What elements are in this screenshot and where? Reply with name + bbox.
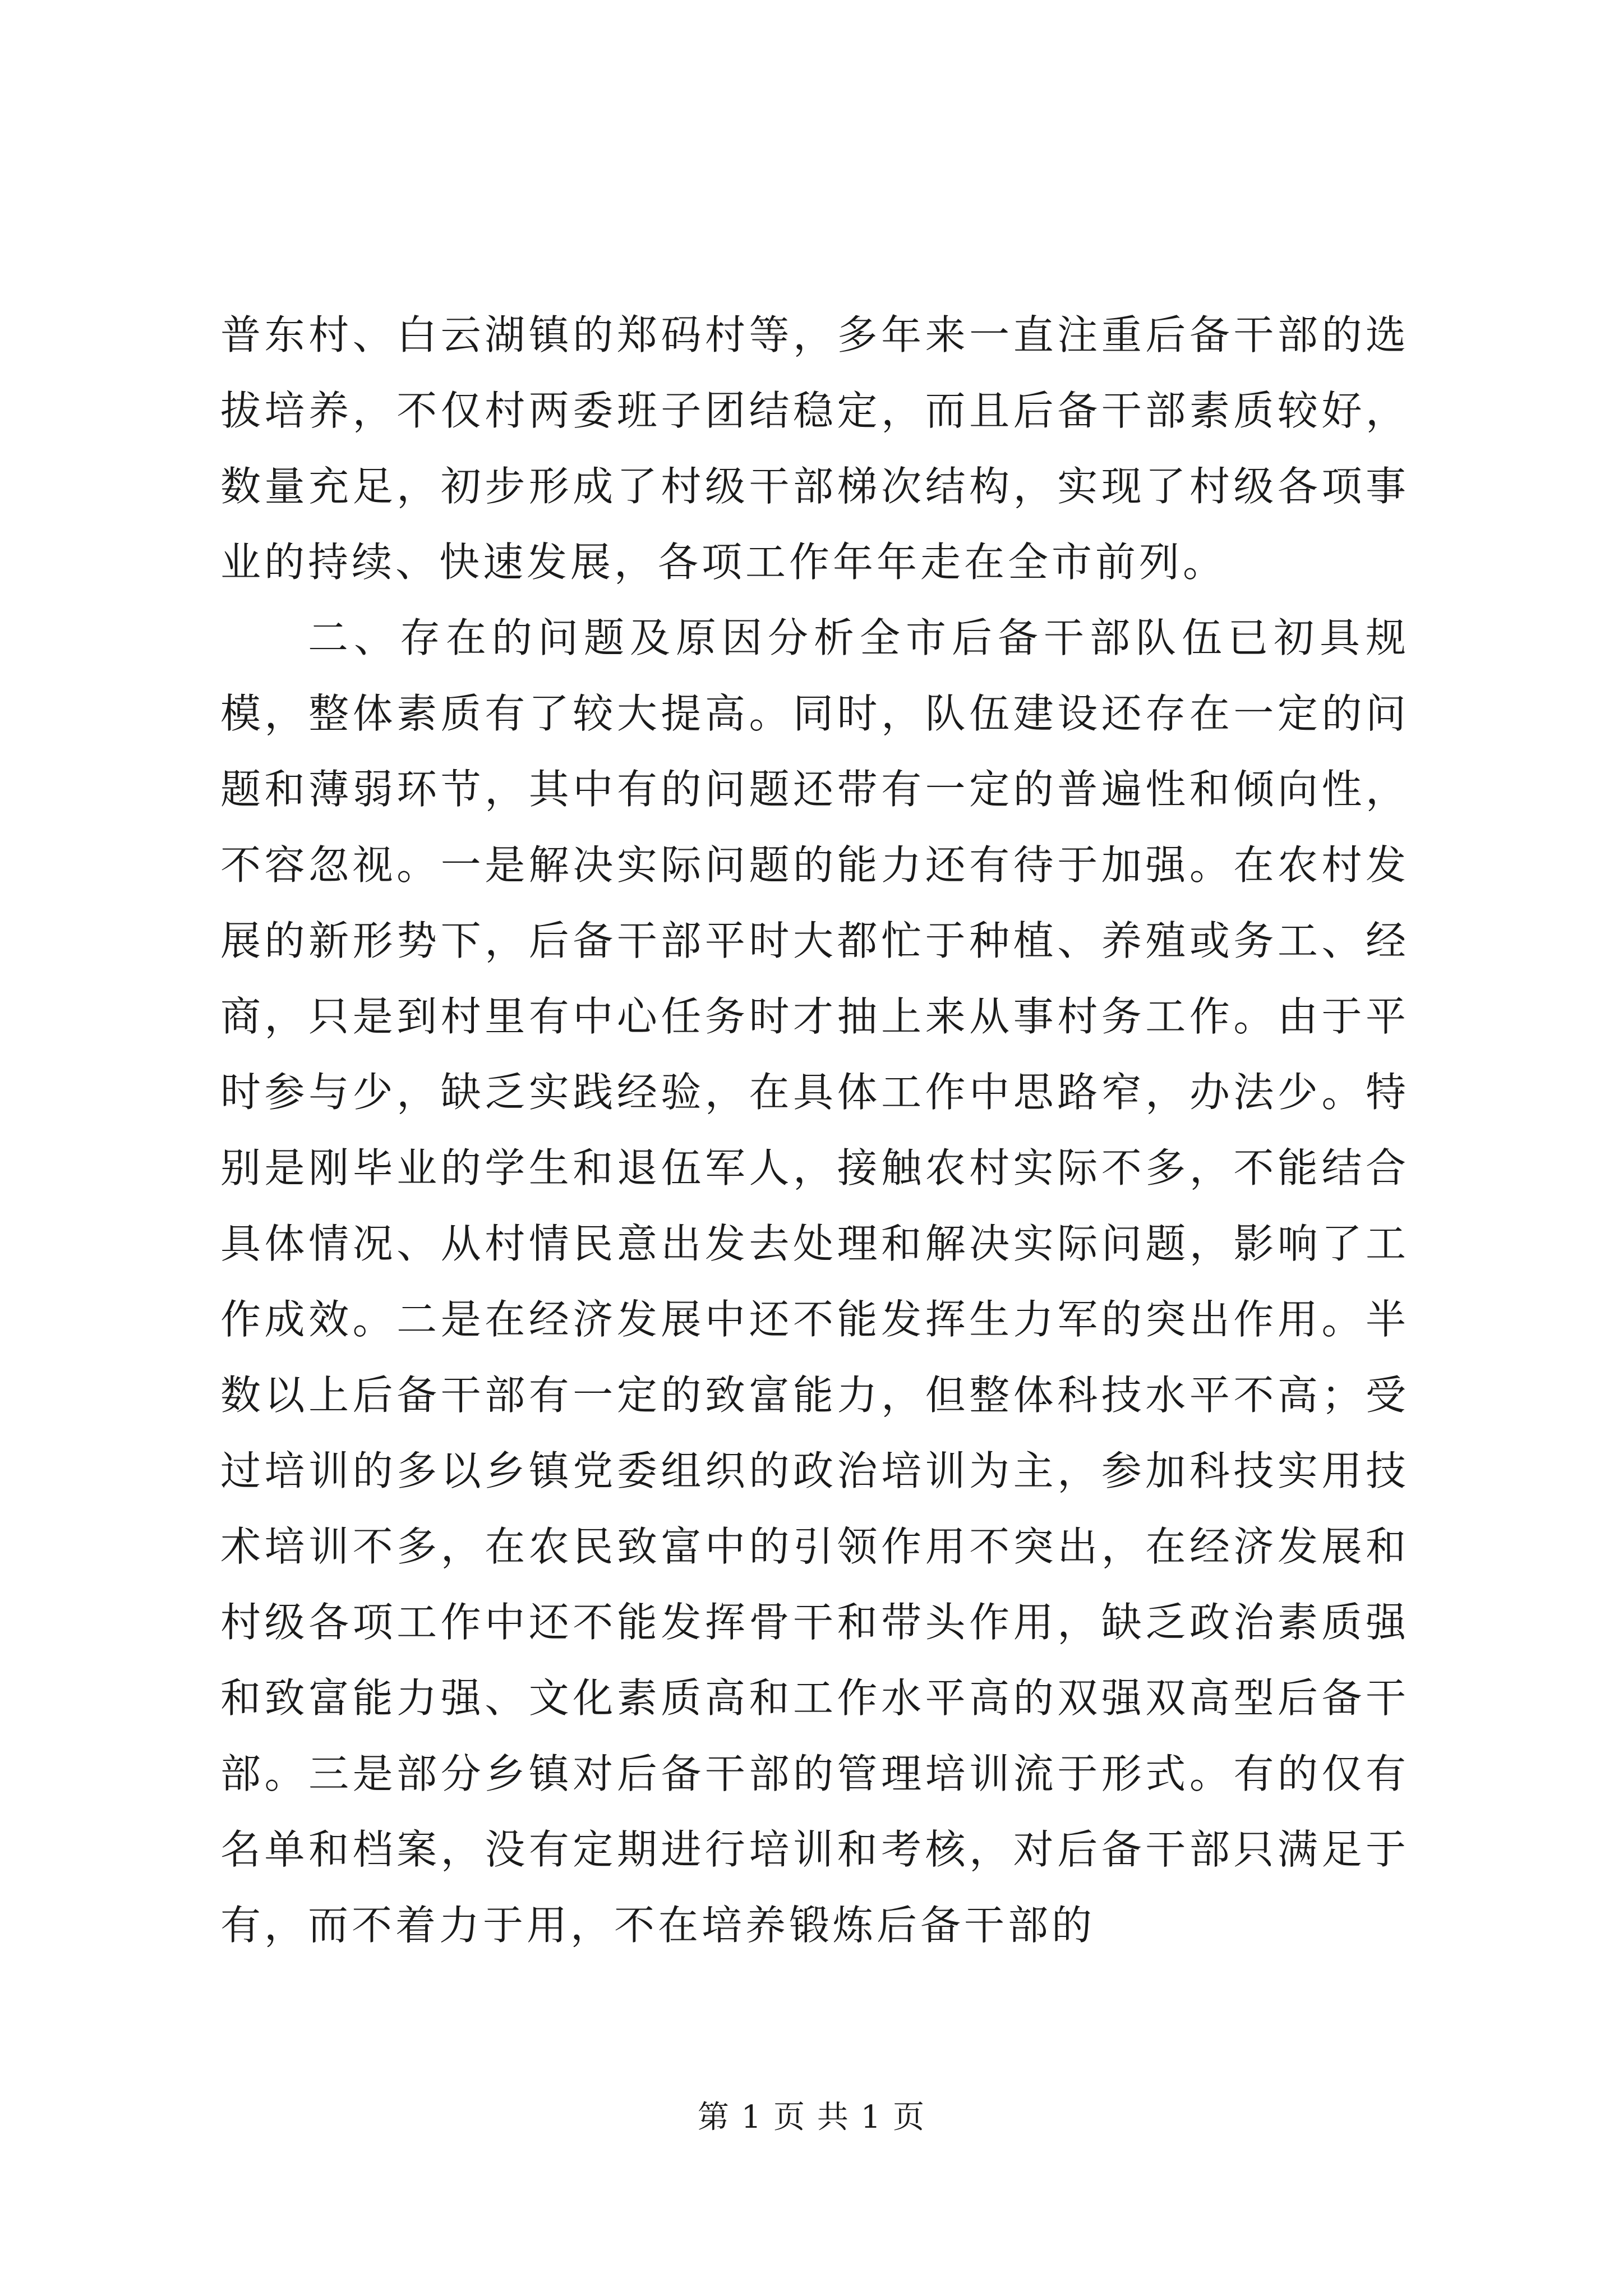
body-text xyxy=(220,297,1409,1963)
page-footer: 第 1 页 共 1 页 xyxy=(697,2099,926,2136)
paragraph-continuation: 普东村、白云湖镇的郑码村等，多年来一直注重后备干部的选拔培养，不仅村两委班子团结稳定，而且后备干部素质较好，数量充足，初步形成了村级干部梯次结构，实现了村级各项事业的持续、快速发展，各项工作年年走在全市前列。 xyxy=(220,311,1409,586)
paragraph-problems-analysis: 二、存在的问题及原因分析全市后备干部队伍已初具规模，整体素质有了较大提高。同时，队伍建设还存在一定的问题和薄弱环节，其中有的问题还带有一定的普遍性和倾向性，不容忽视。一是解决实际问题的能力还有待于加强。在农村发展的新形势下，后备干部平时大都忙于种植、养殖或务工、经商，只是到村里有中心任务时才抽上来从事村务工作。由于平时参与少，缺乏实践经验，在具体工作中思路窄，办法少。特别是刚毕业的学生和退伍军人，接触农村实际不多，不能结合具体情况、从村情民意出发去处理和解决实际问题，影响了工作成效。二是在经济发展中还不能发挥生力军的突出作用。半数以上后备干部有一定的致富能力，但整体科技水平不高；受过培训的多以乡镇党委组织的政治培训为主，参加科技实用技术培训不多，在农民致富中的引领作用不突出，在经济发展和村级各项工作中还不能发挥骨干和带头作用，缺乏政治素质强和致富能力强、文化素质高和工作水平高的双强双高型后备干部。三是部分乡镇对后备干部的管理培训流于形式。有的仅有名单和档案，没有定期进行培训和考核，对后备干部只满足于有，而不着力于用，不在培养锻炼后备干部的 xyxy=(220,614,1409,1949)
